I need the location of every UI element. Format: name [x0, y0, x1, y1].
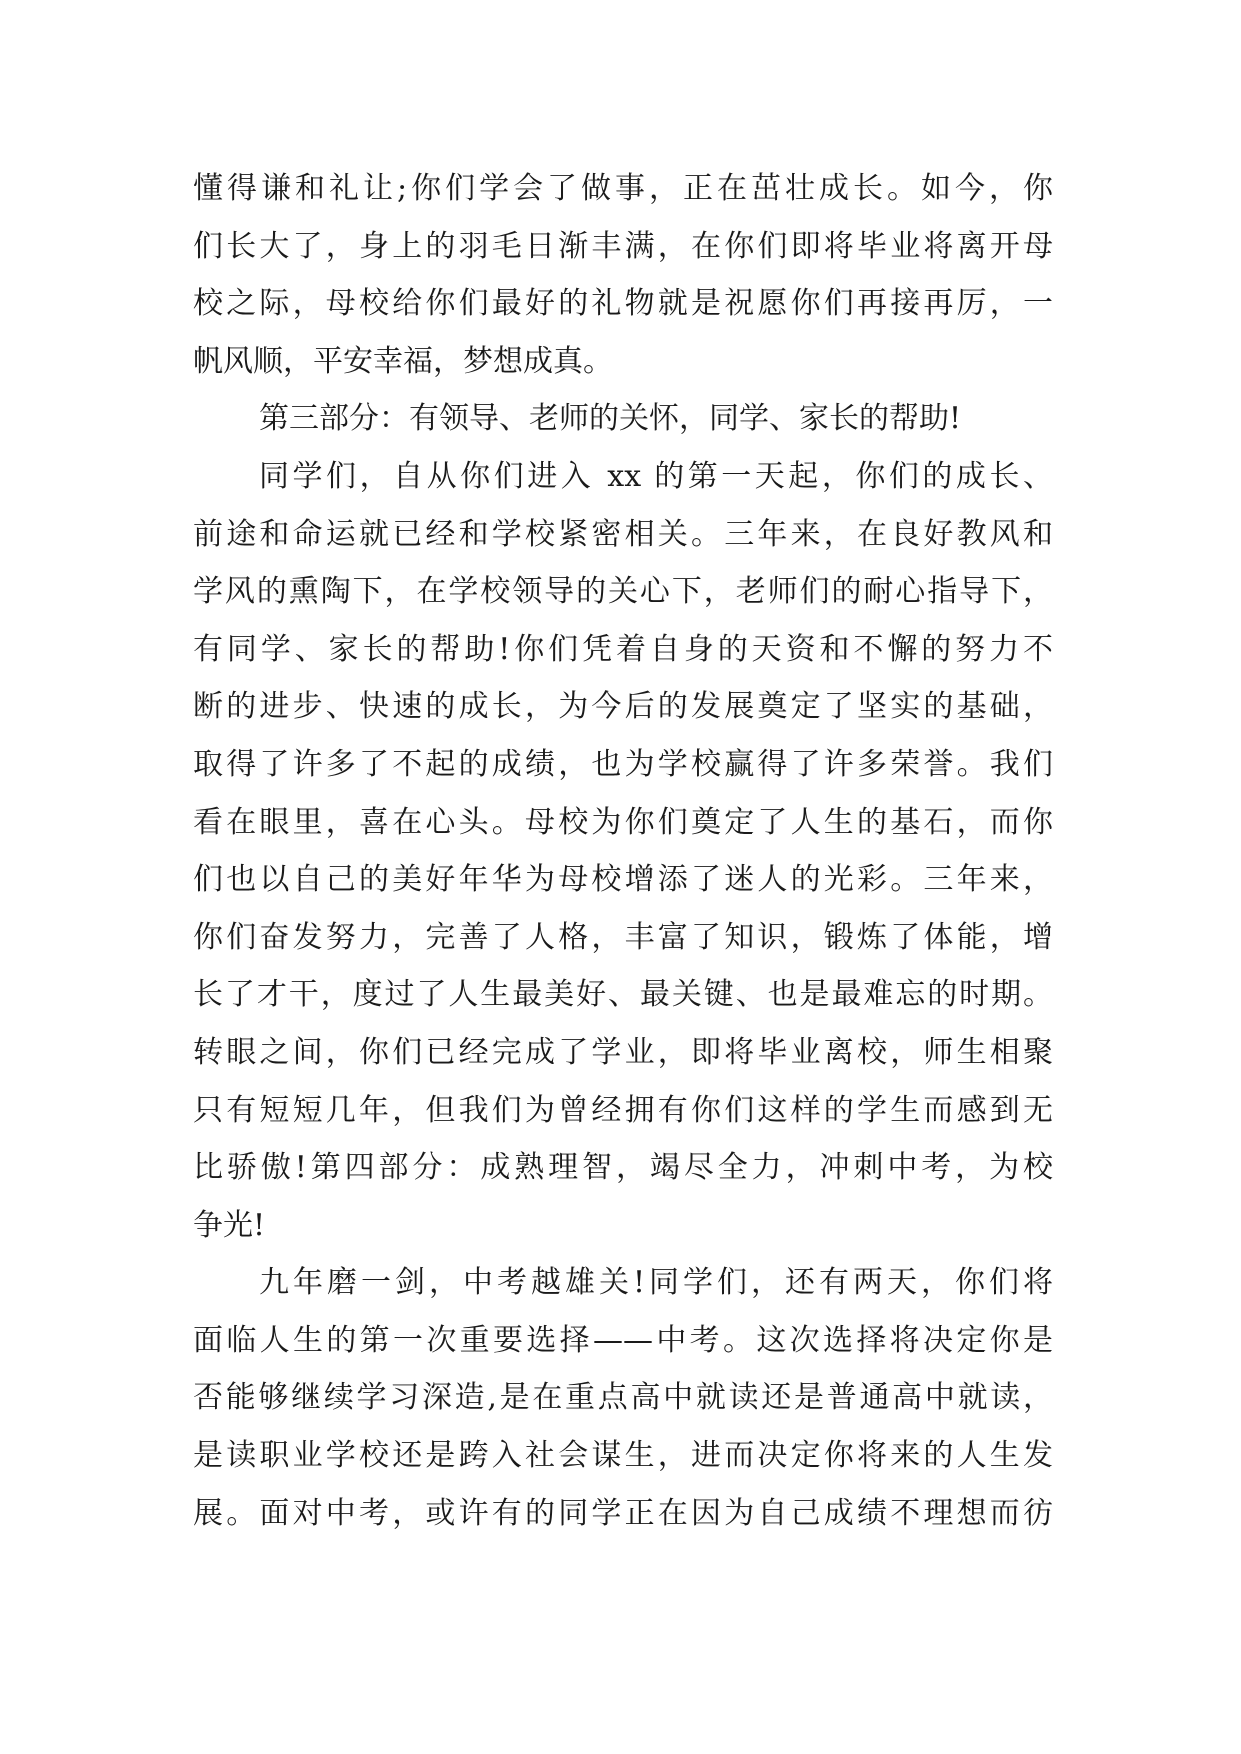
text-line: 转眼之间，你们已经完成了学业，即将毕业离校，师生相聚: [193, 1034, 1053, 1070]
text-line: 们也以自己的美好年华为母校增添了迷人的光彩。三年来，: [193, 862, 1053, 898]
text-line: 懂得谦和礼让;你们学会了做事，正在茁壮成长。如今，你: [193, 171, 1053, 206]
text-line: 断的进步、快速的成长，为今后的发展奠定了坚实的基础，: [193, 689, 1053, 725]
text-line: 长了才干，度过了人生最美好、最关键、也是最难忘的时期。: [193, 977, 1053, 1013]
text-line: 学风的熏陶下，在学校领导的关心下，老师们的耐心指导下，: [193, 574, 1053, 610]
text-line: 争光!: [193, 1207, 266, 1243]
text-line: 比骄傲!第四部分：成熟理智，竭尽全力，冲刺中考，为校: [193, 1150, 1053, 1186]
text-line: 否能够继续学习深造,是在重点高中就读还是普通高中就读，: [193, 1380, 1053, 1416]
text-line: 有同学、家长的帮助!你们凭着自身的天资和不懈的努力不: [193, 631, 1053, 667]
text-line: 看在眼里，喜在心头。母校为你们奠定了人生的基石，而你: [193, 804, 1053, 840]
text-line: 是读职业学校还是跨入社会谋生，进而决定你将来的人生发: [193, 1438, 1053, 1474]
text-line: 校之际，母校给你们最好的礼物就是祝愿你们再接再厉，一: [193, 286, 1053, 322]
text-line: 取得了许多了不起的成绩，也为学校赢得了许多荣誉。我们: [193, 746, 1053, 782]
section-heading-line: 第三部分：有领导、老师的关怀，同学、家长的帮助!: [259, 401, 962, 437]
text-line: 你们奋发努力，完善了人格，丰富了知识，锻炼了体能，增: [193, 919, 1053, 955]
document-body: [193, 160, 1053, 1542]
text-line: 展。面对中考，或许有的同学正在因为自己成绩不理想而彷: [193, 1495, 1053, 1531]
text-line: 们长大了，身上的羽毛日渐丰满，在你们即将毕业将离开母: [193, 228, 1053, 264]
text-line: 面临人生的第一次重要选择——中考。这次选择将决定你是: [193, 1322, 1053, 1358]
text-line: 前途和命运就已经和学校紧密相关。三年来，在良好教风和: [193, 516, 1053, 552]
text-line: 同学们，自从你们进入 xx 的第一天起，你们的成长、: [259, 458, 1053, 494]
text-line: 九年磨一剑，中考越雄关!同学们，还有两天，你们将: [259, 1265, 1053, 1301]
text-line: 只有短短几年，但我们为曾经拥有你们这样的学生而感到无: [193, 1092, 1053, 1128]
text-line: 帆风顺，平安幸福，梦想成真。: [193, 343, 613, 379]
